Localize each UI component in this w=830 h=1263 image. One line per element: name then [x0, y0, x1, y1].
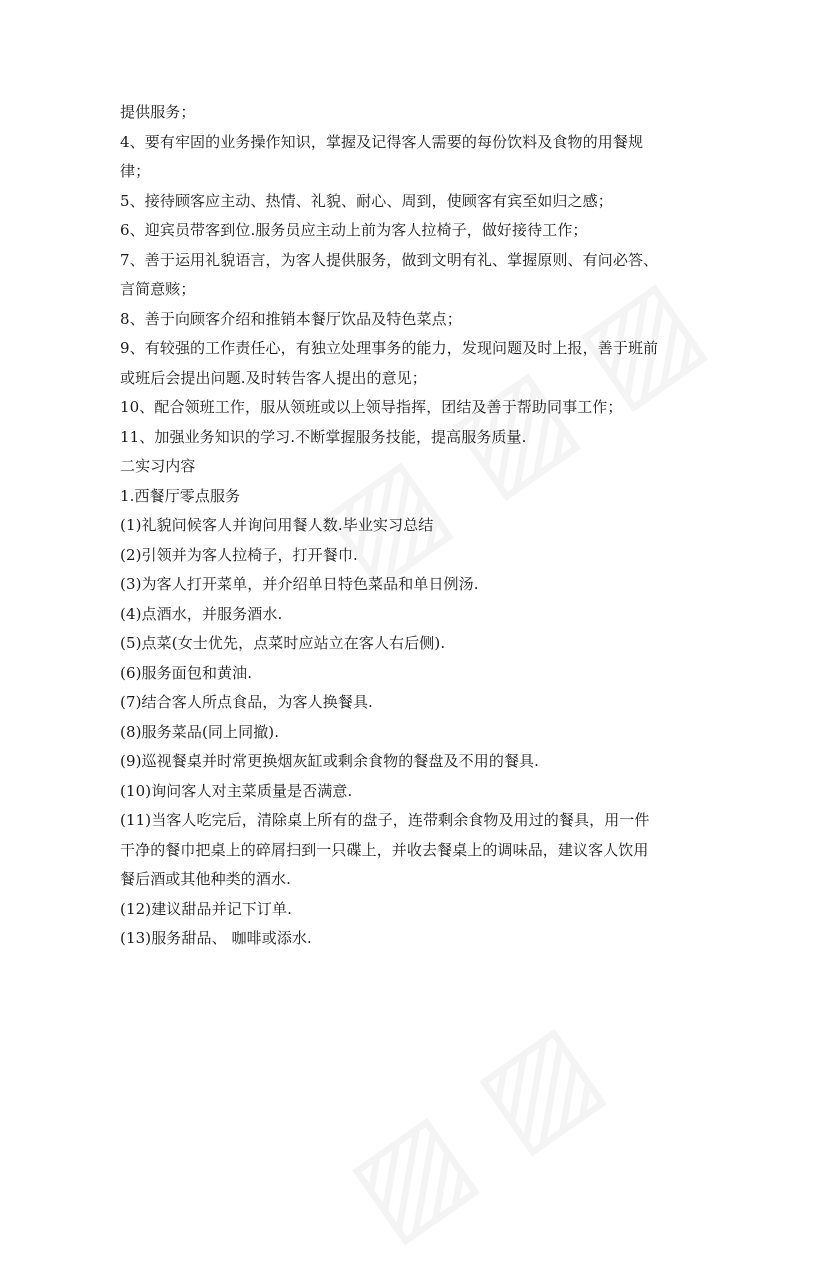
section-heading: 二实习内容 — [120, 457, 196, 475]
text-line: 言简意赅； — [120, 280, 196, 298]
text-line: 6、迎宾员带客到位.服务员应主动上前为客人拉椅子，做好接待工作； — [120, 221, 588, 239]
text-line: 10、配合领班工作，服从领班或以上领导指挥，团结及善于帮助同事工作； — [120, 398, 623, 416]
subsection-heading: 1.西餐厅零点服务 — [120, 486, 241, 505]
text-line: 4、要有牢固的业务操作知识，掌握及记得客人需要的每份饮料及食物的用餐规 — [120, 132, 644, 151]
text-line: 7、善于运用礼貌语言，为客人提供服务，做到文明有礼、掌握原则、有问必答、 — [120, 250, 659, 269]
document-body — [120, 98, 720, 954]
text-line: 或班后会提出问题.及时转告客人提出的意见； — [120, 368, 427, 387]
text-line: 11、加强业务知识的学习.不断掌握服务技能，提高服务质量. — [120, 427, 527, 446]
text-line: 5、接待顾客应主动、热情、礼貌、耐心、周到，使顾客有宾至如归之感； — [120, 191, 613, 210]
text-line: 9、有较强的工作责任心，有独立处理事务的能力，发现问题及时上报，善于班前 — [120, 339, 659, 357]
list-item: (11)当客人吃完后，清除桌上所有的盘子，连带剩余食物及用过的餐具，用一件 — [120, 811, 650, 829]
list-item: (2)引领并为客人拉椅子，打开餐巾. — [120, 545, 358, 564]
watermark-bottom — [324, 996, 624, 1263]
text-line: 餐后酒或其他种类的酒水. — [120, 870, 291, 888]
list-item: (13)服务甜品、 咖啡或添水. — [120, 929, 312, 947]
list-item: (3)为客人打开菜单，并介绍单日特色菜品和单日例汤. — [120, 575, 479, 593]
text-line: 8、善于向顾客介绍和推销本餐厅饮品及特色菜点； — [120, 309, 462, 328]
list-item: (9)巡视餐桌并时常更换烟灰缸或剩余食物的餐盘及不用的餐具. — [120, 752, 540, 770]
list-item: (12)建议甜品并记下订单. — [120, 899, 292, 918]
list-item: (1)礼貌问候客人并询问用餐人数.毕业实习总结 — [120, 516, 434, 534]
list-item: (7)结合客人所点食品，为客人换餐具. — [120, 693, 373, 711]
list-item: (4)点酒水，并服务酒水. — [120, 604, 283, 623]
list-item: (8)服务菜品(同上同撤). — [120, 722, 280, 741]
text-line: 干净的餐巾把桌上的碎屑扫到一只碟上，并收去餐桌上的调味品，建议客人饮用 — [120, 840, 649, 859]
text-line: 律； — [120, 162, 151, 180]
list-item: (10)询问客人对主菜质量是否满意. — [120, 781, 353, 800]
list-item: (5)点菜(女士优先，点菜时应站立在客人右后侧). — [120, 634, 446, 652]
list-item: (6)服务面包和黄油. — [120, 663, 253, 682]
text-line: 提供服务； — [120, 103, 196, 121]
